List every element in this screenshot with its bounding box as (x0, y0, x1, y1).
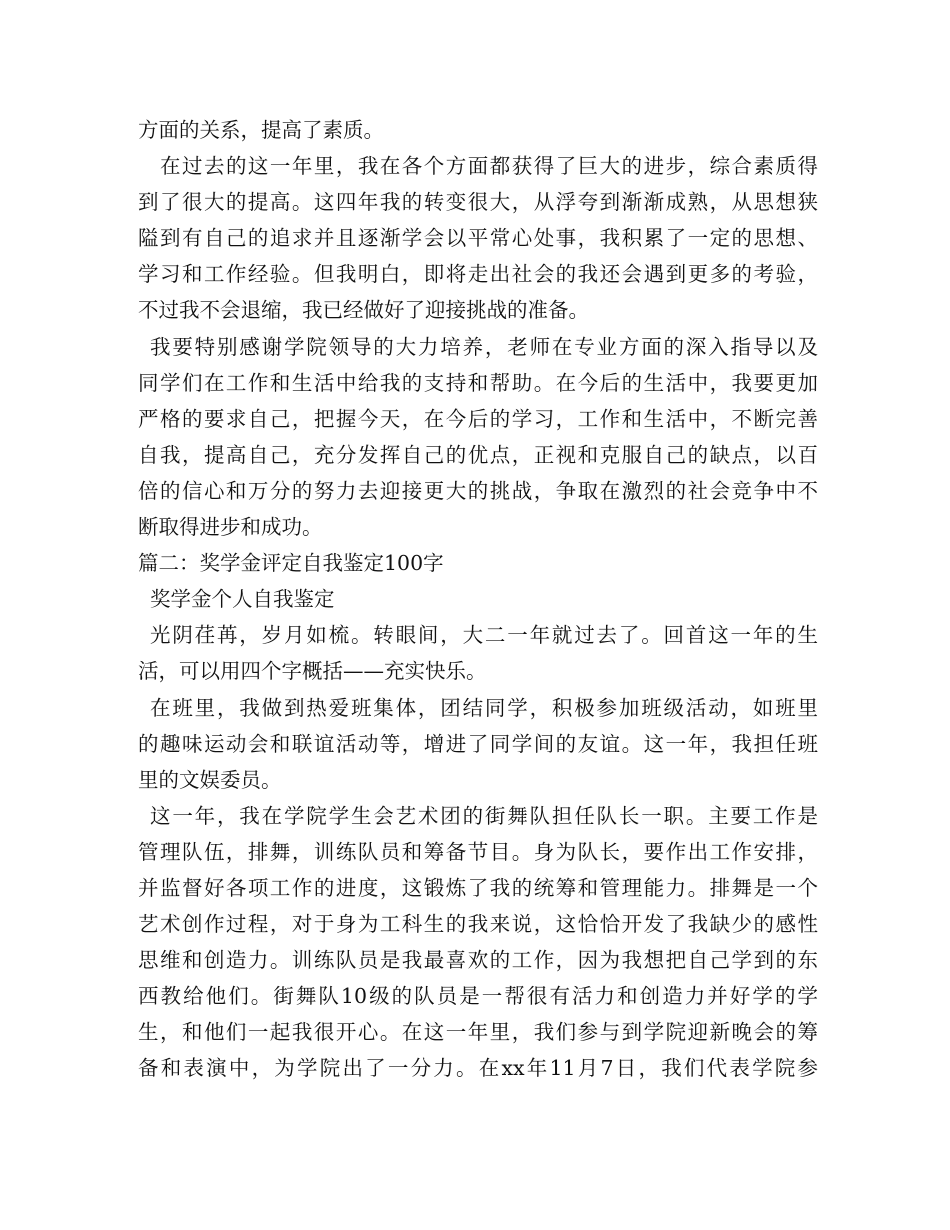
document-body (138, 112, 818, 1087)
text-line: 备和表演中，为学院出了一分力。在xx年11月7日，我们代表学院参 (138, 1056, 818, 1081)
section-heading: 篇二：奖学金评定自我鉴定100字 (138, 551, 444, 576)
text-line: 在过去的这一年里，我在各个方面都获得了巨大的进步，综合素质得 (160, 154, 818, 179)
text-line: 并监督好各项工作的进度，这锻炼了我的统筹和管理能力。排舞是一个 (138, 875, 818, 900)
text-line: 隘到有自己的追求并且逐渐学会以平常心处事，我积累了一定的思想、 (138, 226, 818, 251)
text-line: 管理队伍，排舞，训练队员和筹备节目。身为队长，要作出工作安排， (138, 839, 818, 864)
text-line: 严格的要求自己，把握今天，在今后的学习，工作和生活中，不断完善 (138, 406, 818, 431)
text-line: 活，可以用四个字概括——充实快乐。 (138, 659, 487, 684)
section-subtitle: 奖学金个人自我鉴定 (150, 587, 335, 612)
text-line: 自我，提高自己，充分发挥自己的优点，正视和克服自己的缺点，以百 (138, 442, 818, 467)
text-line: 西教给他们。街舞队10级的队员是一帮很有活力和创造力并好学的学 (138, 984, 818, 1009)
text-line: 在班里，我做到热爱班集体，团结同学，积极参加班级活动，如班里 (150, 695, 818, 720)
text-line: 光阴荏苒，岁月如梳。转眼间，大二一年就过去了。回首这一年的生 (150, 623, 818, 648)
text-line: 里的文娱委员。 (138, 767, 282, 792)
text-line: 不过我不会退缩，我已经做好了迎接挑战的准备。 (138, 298, 589, 323)
text-line: 学习和工作经验。但我明白，即将走出社会的我还会遇到更多的考验， (138, 262, 818, 287)
text-line: 这一年，我在学院学生会艺术团的街舞队担任队长一职。主要工作是 (150, 803, 818, 828)
text-line: 方面的关系，提高了素质。 (138, 118, 384, 142)
text-line: 同学们在工作和生活中给我的支持和帮助。在今后的生活中，我要更加 (138, 370, 818, 395)
text-line: 我要特别感谢学院领导的大力培养，老师在专业方面的深入指导以及 (150, 334, 818, 359)
text-line: 生，和他们一起我很开心。在这一年里，我们参与到学院迎新晚会的筹 (138, 1020, 818, 1045)
text-line: 思维和创造力。训练队员是我最喜欢的工作，因为我想把自己学到的东 (138, 948, 818, 973)
text-line: 艺术创作过程，对于身为工科生的我来说，这恰恰开发了我缺少的感性 (138, 912, 818, 937)
text-line: 倍的信心和万分的努力去迎接更大的挑战，争取在激烈的社会竞争中不 (138, 478, 818, 503)
text-line: 断取得进步和成功。 (138, 515, 323, 540)
text-line: 的趣味运动会和联谊活动等，增进了同学间的友谊。这一年，我担任班 (138, 731, 818, 756)
text-line: 到了很大的提高。这四年我的转变很大，从浮夸到渐渐成熟，从思想狭 (138, 190, 818, 215)
